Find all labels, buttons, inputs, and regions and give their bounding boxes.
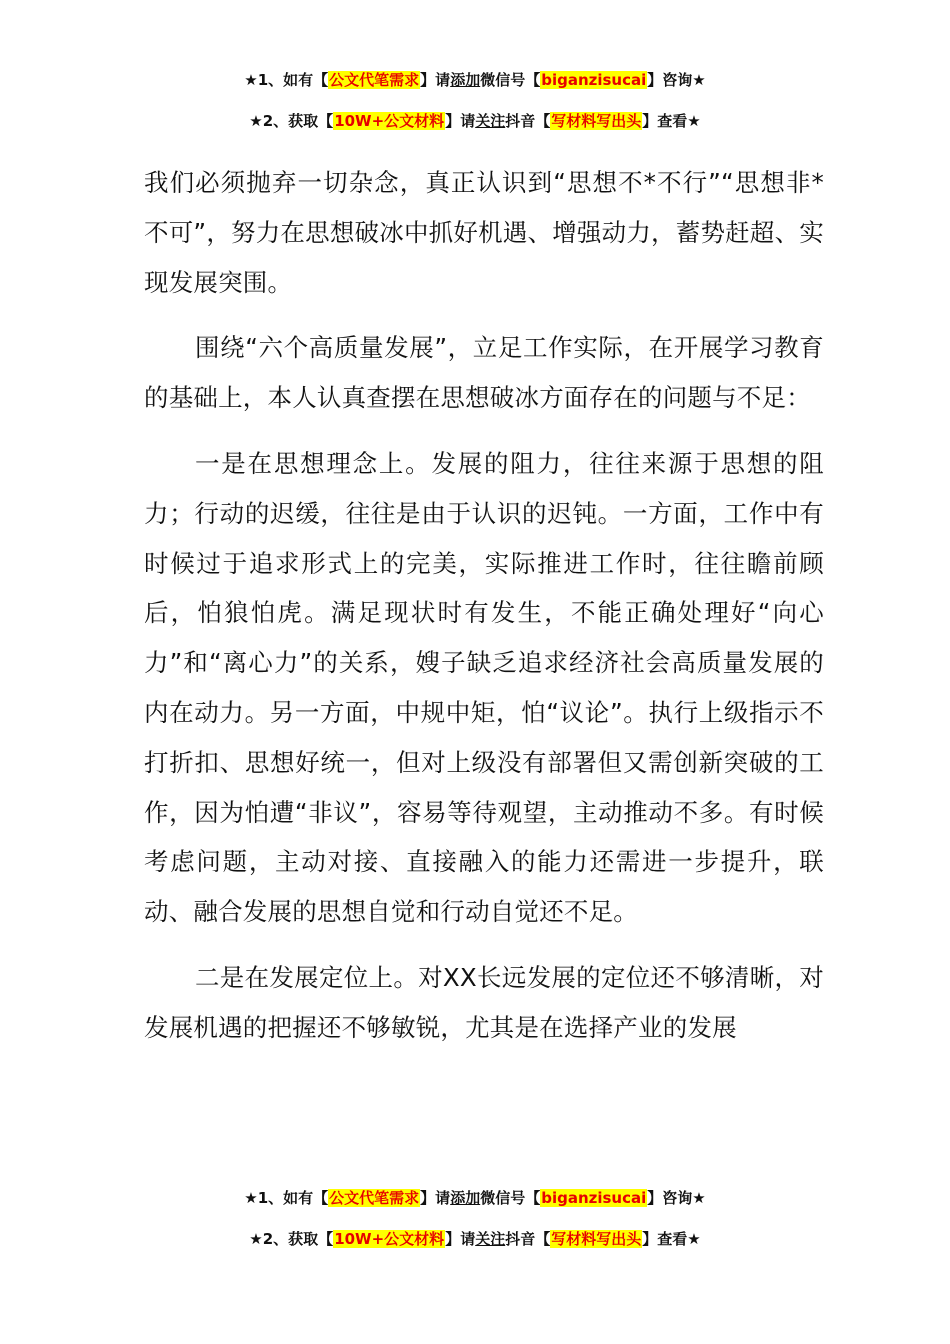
header-banner-line-1 (0, 69, 950, 91)
banner-text: 】请 (445, 1230, 476, 1248)
banner-text: ★1、如有【 (244, 1189, 329, 1207)
banner-text: 微信号【 (480, 71, 541, 89)
highlight-service: 公文代笔需求 (329, 71, 420, 89)
banner-text: 】请 (420, 71, 451, 89)
banner-text: ★2、获取【 (249, 112, 334, 130)
banner-text: 抖音【 (505, 112, 551, 130)
highlight-wechat-id: biganzisucai (541, 71, 647, 89)
banner-text: 抖音【 (505, 1230, 551, 1248)
underlined-text: 添加 (450, 1189, 481, 1207)
banner-text: 】请 (420, 1189, 451, 1207)
banner-text: ★2、获取【 (249, 1230, 334, 1248)
document-body (144, 158, 824, 1069)
highlight-materials: 10W+公文材料 (334, 112, 445, 130)
highlight-wechat-id: biganzisucai (541, 1189, 647, 1207)
header-banner-line-2 (0, 110, 950, 132)
underlined-text: 关注 (475, 112, 506, 130)
banner-text: 】请 (445, 112, 476, 130)
footer-banner-line-1 (0, 1187, 950, 1209)
banner-text: 】查看★ (642, 112, 701, 130)
banner-text: 】查看★ (642, 1230, 701, 1248)
banner-text: ★1、如有【 (244, 71, 329, 89)
footer-banner-line-2 (0, 1228, 950, 1250)
highlight-service: 公文代笔需求 (329, 1189, 420, 1207)
underlined-text: 添加 (450, 71, 481, 89)
highlight-douyin-account: 写材料写出头 (551, 1230, 642, 1248)
paragraph: 一是在思想理念上。发展的阻力，往往来源于思想的阻力；行动的迟缓，往往是由于认识的迟钝。一方面，工作中有时候过于追求形式上的完美，实际推进工作时，往往瞻前顾后，怕狼怕虎。满足现状时有发生，不能正确处理好“向心力”和“离心力”的关系，嫂子缺乏追求经济社会高质量发展的内在动力。另一方面，中规中矩，怕“议论”。执行上级指示不打折扣、思想好统一，但对上级没有部署但又需创新突破的工作，因为怕遭“非议”，容易等待观望，主动推动不多。有时候考虑问题，主动对接、直接融入的能力还需进一步提升，联动、融合发展的思想自觉和行动自觉还不足。 (144, 448, 824, 927)
paragraph: 二是在发展定位上。对XX长远发展的定位还不够清晰，对发展机遇的把握还不够敏锐，尤其是在选择产业的发展 (144, 962, 824, 1042)
banner-text: 微信号【 (480, 1189, 541, 1207)
banner-text: 】咨询★ (647, 71, 706, 89)
paragraph: 围绕“六个高质量发展”，立足工作实际，在开展学习教育的基础上，本人认真查摆在思想破冰方面存在的问题与不足： (144, 333, 824, 413)
highlight-materials: 10W+公文材料 (334, 1230, 445, 1248)
highlight-douyin-account: 写材料写出头 (551, 112, 642, 130)
banner-text: 】咨询★ (647, 1189, 706, 1207)
underlined-text: 关注 (475, 1230, 506, 1248)
paragraph: 我们必须抛弃一切杂念，真正认识到“思想不*不行”“思想非*不可”，努力在思想破冰中抓好机遇、增强动力，蓄势赶超、实现发展突围。 (144, 168, 824, 297)
